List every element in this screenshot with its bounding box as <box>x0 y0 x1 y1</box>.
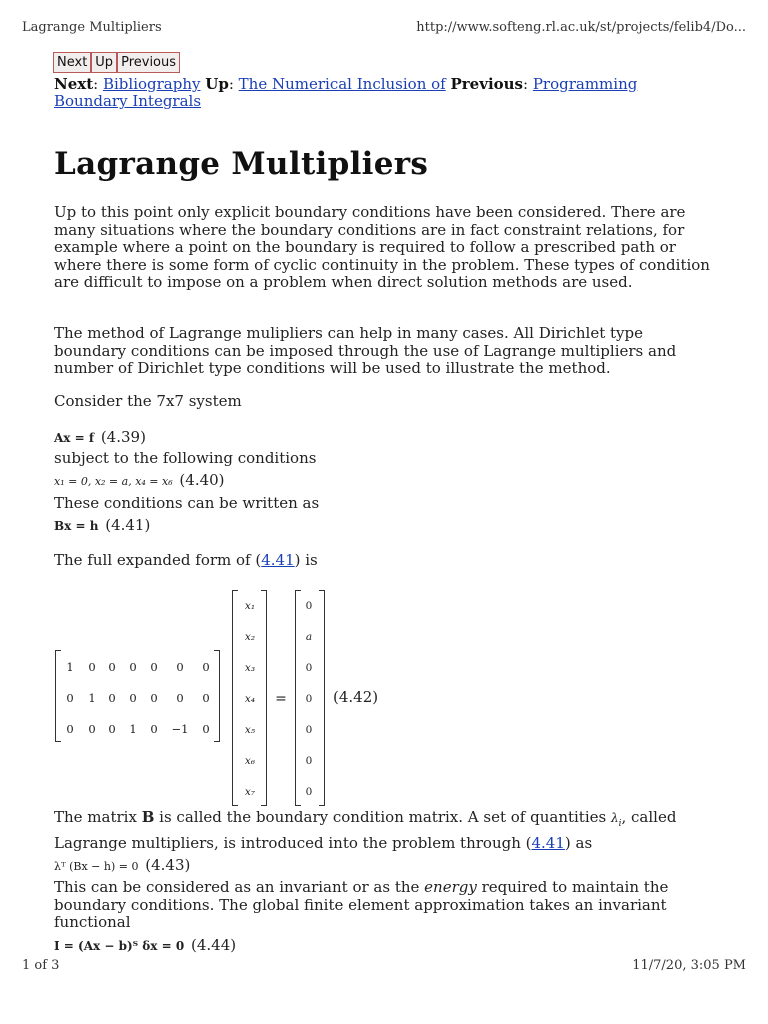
next-link[interactable]: Bibliography <box>102 75 201 93</box>
header-title: Lagrange Multipliers <box>22 20 162 35</box>
up-label: Up <box>205 75 229 93</box>
equation-4-44 <box>54 936 236 955</box>
lambda-subscript: i <box>618 819 622 829</box>
matrix-cell: −1 <box>171 722 189 736</box>
equation-expr: Bx = h <box>54 519 99 533</box>
equals-sign: = <box>275 691 287 707</box>
header-url: http://www.softeng.rl.ac.uk/st/projects/felib4/Do... <box>416 20 746 35</box>
text-written: These conditions can be written as <box>54 494 320 512</box>
nav-links: Next: Bibliography Up: The Numerical Inclusion of Previous: Programming Boundary Integrals <box>54 75 638 110</box>
matrix-cell: 0 <box>202 660 210 674</box>
rhs-vector-entry: 0 <box>305 786 313 798</box>
matrix-cell: 1 <box>88 691 96 705</box>
page-title: Lagrange Multipliers <box>54 146 429 182</box>
lambda-symbol: λ <box>610 811 619 825</box>
equation-expr: λᵀ (Bx − h) = 0 <box>54 860 139 873</box>
next-button[interactable]: Next <box>53 52 91 73</box>
matrix-cell: 0 <box>88 722 96 736</box>
equation-number: (4.39) <box>100 428 146 446</box>
matrix-cell: 0 <box>202 691 210 705</box>
text: Lagrange multipliers, is introduced into the problem through ( <box>54 834 532 852</box>
print-header <box>22 20 746 38</box>
equation-4-40 <box>54 471 225 491</box>
equation-number: (4.42) <box>333 688 379 706</box>
equation-4-43 <box>54 856 190 876</box>
up-button[interactable]: Up <box>91 52 117 73</box>
previous-link[interactable]: Programming <box>532 75 638 93</box>
matrix-cell: 0 <box>88 660 96 674</box>
matrix-cell: 0 <box>176 691 184 705</box>
x-vector-entry: x₆ <box>244 755 256 767</box>
text: The matrix <box>54 808 142 826</box>
equation-number: (4.40) <box>179 471 225 489</box>
matrix-cell: 0 <box>176 660 184 674</box>
rhs-vector-entry: 0 <box>305 600 313 612</box>
text: ) is <box>294 551 318 569</box>
x-vector-entry: x₇ <box>244 786 256 798</box>
text-matrix-b <box>54 808 676 833</box>
matrix-b-symbol: B <box>141 808 155 826</box>
rhs-vector-entry: 0 <box>305 755 313 767</box>
equation-4-41 <box>54 516 150 535</box>
x-vector-entry: x₄ <box>244 693 256 705</box>
text: This can be considered as an invariant or as the <box>54 878 425 896</box>
text: , called <box>621 808 677 826</box>
matrix-cell: 0 <box>150 691 158 705</box>
up-link[interactable]: The Numerical Inclusion of <box>238 75 446 93</box>
matrix-cell: 1 <box>129 722 137 736</box>
matrix-cell: 0 <box>108 722 116 736</box>
print-footer <box>22 958 746 976</box>
x-vector-entry: x₅ <box>244 724 256 736</box>
matrix-cell: 0 <box>108 660 116 674</box>
previous-label: Previous <box>450 75 523 93</box>
page-number: 1 of 3 <box>22 958 60 973</box>
matrix-cell: 1 <box>66 660 74 674</box>
text-full-expanded <box>54 551 318 569</box>
matrix-cell: 0 <box>150 722 158 736</box>
equation-number: (4.41) <box>105 516 151 534</box>
equation-number: (4.44) <box>190 936 237 954</box>
x-vector-entry: x₁ <box>244 600 256 612</box>
x-vector-entry: x₂ <box>244 631 256 643</box>
previous-link-cont[interactable]: Boundary Integrals <box>54 92 202 110</box>
matrix-cell: 0 <box>129 691 137 705</box>
equation-expr: Ax = f <box>54 431 95 445</box>
rhs-vector-entry: 0 <box>305 693 313 705</box>
paragraph-method: The method of Lagrange mulipliers can help in many cases. All Dirichlet type boundary conditions can be imposed through the use of Lagrange multipliers and number of Dirichlet type conditions will be used to illustrate the method. <box>54 324 677 378</box>
matrix-cell: 0 <box>202 722 210 736</box>
paragraph-intro: Up to this point only explicit boundary conditions have been considered. There are many situations where the boundary conditions are in fact constraint relations, for example where a point on the boundary is required to follow a prescribed path or where there is some form of cyclic continuity in the problem. These types of condition are difficult to impose on a problem when direct solution methods are used. <box>54 203 710 292</box>
next-label: Next <box>54 75 94 93</box>
text: is called the boundary condition matrix. A set of quantities <box>154 808 611 826</box>
equation-4-39 <box>54 428 146 447</box>
nav-buttons <box>53 51 180 73</box>
text: ) as <box>564 834 593 852</box>
print-datetime: 11/7/20, 3:05 PM <box>632 958 746 973</box>
equation-number: (4.43) <box>145 856 191 874</box>
rhs-vector-entry: 0 <box>305 662 313 674</box>
matrix-cell: 0 <box>150 660 158 674</box>
previous-button[interactable]: Previous <box>117 52 180 73</box>
equation-expr: x₁ = 0, x₂ = a, x₄ = x₆ <box>54 475 173 488</box>
paragraph-consider: Consider the 7x7 system <box>54 392 242 410</box>
text-subject: subject to the following conditions <box>54 449 317 467</box>
ref-4-41-link[interactable]: 4.41 <box>261 551 295 569</box>
energy-emphasis: energy <box>424 878 477 896</box>
text-lagrange <box>54 834 592 852</box>
text: The full expanded form of ( <box>54 551 262 569</box>
matrix-cell: 0 <box>129 660 137 674</box>
text: required to maintain the boundary conditions. The global finite element approximation takes an invariant functional <box>54 878 669 932</box>
matrix-cell: 0 <box>66 722 74 736</box>
matrix-cell: 0 <box>66 691 74 705</box>
paragraph-invariant <box>54 879 714 932</box>
matrix-cell: 0 <box>108 691 116 705</box>
rhs-vector-entry: 0 <box>305 724 313 736</box>
ref-4-41-link-2[interactable]: 4.41 <box>531 834 565 852</box>
rhs-vector-entry: a <box>305 631 313 643</box>
equation-expr: I = (Ax − b)ᵀ δx = 0 <box>54 939 185 953</box>
x-vector-entry: x₃ <box>244 662 256 674</box>
